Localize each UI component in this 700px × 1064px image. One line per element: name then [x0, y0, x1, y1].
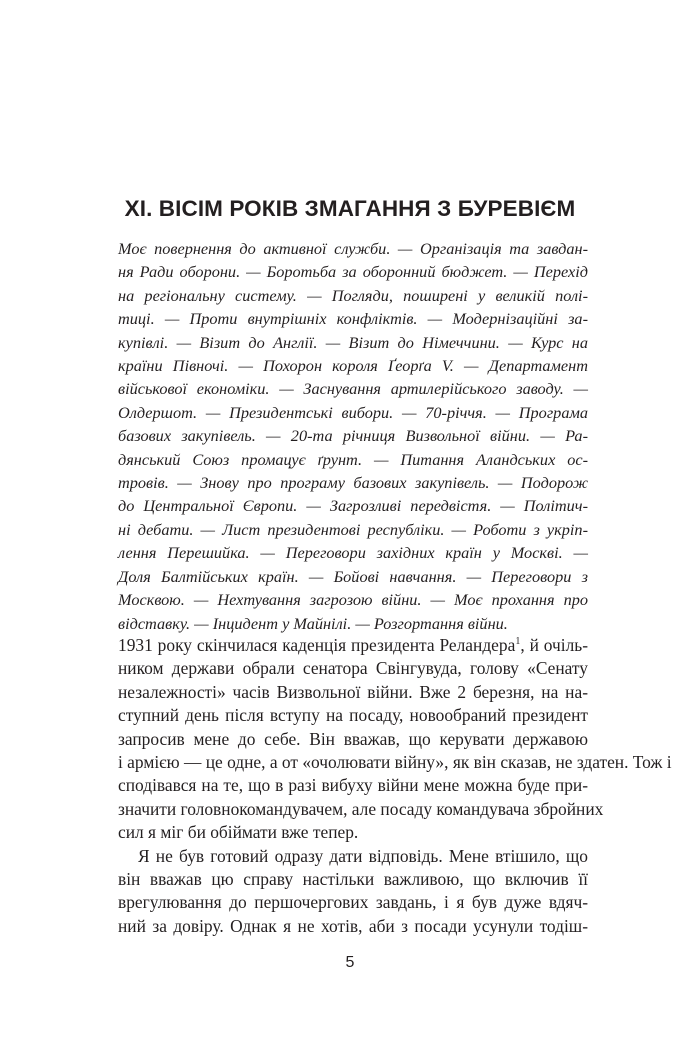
paragraph-1 [118, 634, 672, 845]
synopsis-line: на регіональну систему. — Погляди, поширені у великій полі- [118, 285, 588, 305]
paragraph-line: врегулювання до першочергових завдань, і я був дуже вдяч- [118, 892, 588, 913]
synopsis-line: Москвою. — Нехтування загрозою війни. — Моє прохання про [118, 590, 588, 610]
synopsis-line: тиці. — Проти внутрішніх конфліктів. — Модернізаційні за- [118, 309, 588, 329]
synopsis-line: країни Півночі. — Похорон короля Ґеорґа V. — Департамент [118, 356, 588, 376]
paragraph-line: він вважав цю справу настільки важливою, що включив її [118, 869, 588, 890]
paragraph-line: значити головнокомандувачем, але посаду командувача збройних [118, 798, 604, 819]
text-run: 1931 року скінчилася каденція президента Реландера [118, 635, 516, 655]
paragraph-line: сил я міг би обіймати вже тепер. [118, 822, 359, 843]
chapter-title: XI. ВІСІМ РОКІВ ЗМАГАННЯ З БУРЕВІЄМ [124, 196, 576, 221]
synopsis-line: військової економіки. — Заснування артилерійського заводу. — [118, 379, 588, 399]
synopsis-line: лення Перешийка. — Переговори західних країн у Москві. — [118, 543, 588, 563]
synopsis-line: Олдершот. — Президентські вибори. — 70-річчя. — Програма [118, 402, 588, 422]
chapter-synopsis [118, 237, 588, 635]
synopsis-line: базових закупівель. — 20-та річниця Визвольної війни. — Ра- [118, 426, 588, 446]
paragraph-line: і армією — це одне, а от «очолювати війну», як він сказав, не здатен. Тож і [118, 752, 672, 773]
paragraph-line: запросив мене до себе. Він вважав, що керувати державою [118, 728, 588, 749]
paragraph-line: ступний день після вступу на посаду, новообраний президент [118, 705, 588, 726]
synopsis-line: Доля Балтійських країн. — Бойові навчання. — Переговори з [118, 566, 588, 586]
synopsis-line: тровів. — Знову про програму базових закупівель. — Подорож [118, 473, 588, 493]
synopsis-line: ня Ради оборони. — Боротьба за оборонний бюджет. — Перехід [118, 262, 588, 282]
synopsis-line: дянський Союз промацує ґрунт. — Питання Аландських ос- [118, 449, 588, 469]
paragraph-line [118, 634, 588, 657]
paragraph-line: сподівався на те, що в разі вибуху війни мене можна буде при- [118, 775, 588, 796]
body-text [118, 634, 672, 938]
text-run: , й очіль- [520, 635, 589, 655]
synopsis-line: відставку. — Інцидент у Майнілі. — Розгортання війни. [118, 613, 508, 633]
paragraph-line: Я не був готовий одразу дати відповідь. Мене втішило, що [138, 845, 588, 866]
paragraph-line: ником держави обрали сенатора Свінгувуда, голову «Сенату [118, 658, 588, 679]
synopsis-line: ні дебати. — Лист президентові республіки. — Роботи з укріп- [118, 519, 588, 539]
synopsis-line: купівлі. — Візит до Англії. — Візит до Німеччини. — Курс на [118, 332, 588, 352]
paragraph-line: незалежності» часів Визвольної війни. Вже 2 березня, на на- [118, 681, 588, 702]
footnote-reference[interactable]: 1 [515, 636, 521, 647]
synopsis-line: Моє повернення до активної служби. — Організація та завдан- [118, 239, 588, 258]
paragraph-line: ний за довіру. Однак я не хотів, аби з посади усунули тодіш- [118, 915, 588, 936]
synopsis-line: до Центральної Європи. — Загрозливі передвістя. — Політич- [118, 496, 588, 516]
paragraph-2 [118, 845, 588, 939]
page-number: 5 [345, 954, 355, 971]
